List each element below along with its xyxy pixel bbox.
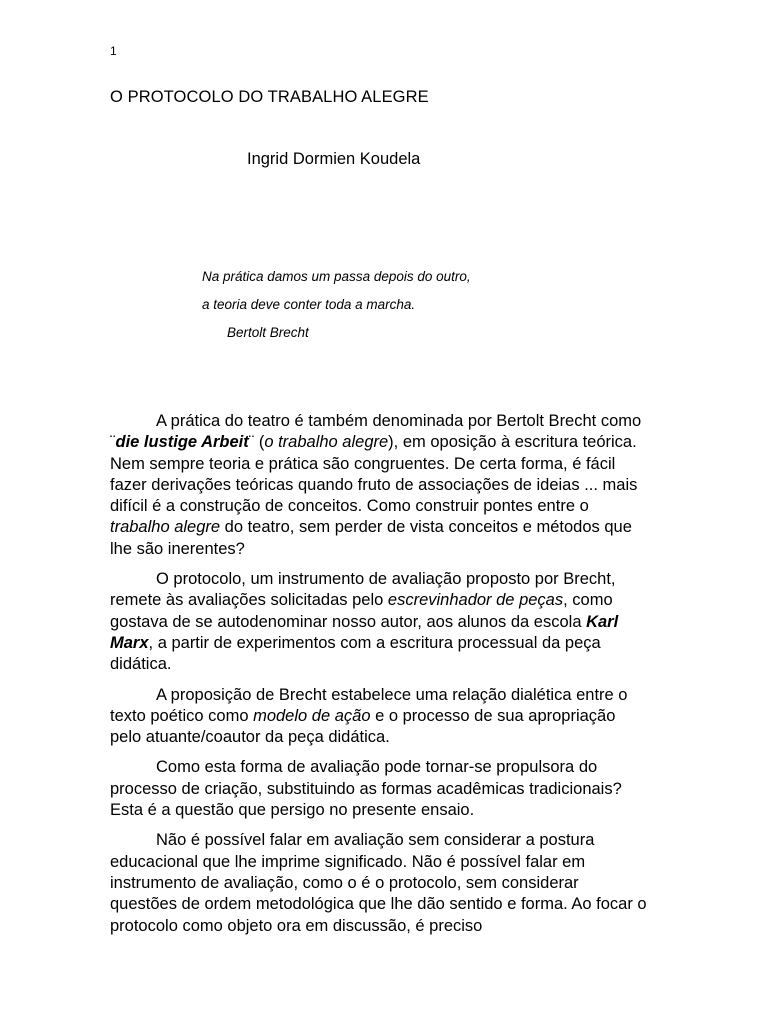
paragraph-5-text: Não é possível falar em avaliação sem considerar a postura educacional que lhe imprime significado. Não é possível falar em instrumento de avaliação, como o é o protocolo, sem considerar questões de ordem metodológica que lhe dão sentido e forma. Ao focar o protocolo como objeto ora em discussão, é preciso <box>110 831 647 935</box>
paragraph-1 <box>110 411 650 560</box>
paragraph-2-bold-term: Karl Marx <box>110 612 619 652</box>
epigraph-attribution: Bertolt Brecht <box>227 325 309 340</box>
paragraph-2-text: , a partir de experimentos com a escritura processual da peça didática. <box>110 633 601 674</box>
epigraph-line-1: Na prática damos um passa depois do outro, <box>202 269 471 284</box>
paragraph-4-text: Como esta forma de avaliação pode tornar-se propulsora do processo de criação, substituindo as formas acadêmicas tradicionais? Esta é a questão que persigo no presente ensaio. <box>110 758 622 820</box>
paragraph-2 <box>110 569 650 675</box>
document-title: O PROTOCOLO DO TRABALHO ALEGRE <box>110 88 429 106</box>
paragraph-1-italic-term: trabalho alegre <box>110 518 221 537</box>
paragraph-2-text: O protocolo, um instrumento de avaliação proposto por Brecht, remete às avaliações solicitadas pelo <box>110 570 616 610</box>
paragraph-1-text: ), em oposição à escritura teórica. Nem sempre teoria e prática são congruentes. De certa forma, é fácil fazer derivações teóricas quando fruto de associações de ideias ... mais difícil é a construção de conceitos. Como construir pontes entre o <box>110 433 638 516</box>
epigraph <box>202 267 471 351</box>
paragraph-1-italic-term: o trabalho alegre <box>264 433 389 452</box>
paragraph-2-italic-term: escrevinhador de peças <box>387 591 564 610</box>
paragraph-3-text: e o processo de sua apropriação pelo atuante/coautor da peça didática. <box>110 706 616 747</box>
paragraph-3-text: A proposição de Brecht estabelece uma relação dialética entre o texto poético como <box>110 685 628 725</box>
paragraph-1-text: do teatro, sem perder de vista conceitos e métodos que lhe são inerentes? <box>110 518 632 558</box>
paragraph-3 <box>110 685 650 749</box>
paragraph-3-italic-term: modelo de ação <box>253 706 371 725</box>
paragraph-1-text: A prática do teatro é também denominada por Bertolt Brecht como ¨ <box>110 412 642 452</box>
paragraph-1-text: ¨ ( <box>248 433 265 452</box>
paragraph-2-text: , como gostava de se autodenominar nosso autor, aos alunos da escola <box>110 591 613 631</box>
page-number: 1 <box>110 44 117 58</box>
paragraph-1-bold-term: die lustige Arbeit <box>115 433 249 452</box>
document-author: Ingrid Dormien Koudela <box>247 150 421 168</box>
body-text <box>110 411 650 946</box>
paragraph-5 <box>110 830 650 936</box>
epigraph-line-2: a teoria deve conter toda a marcha. <box>202 297 416 312</box>
paragraph-4 <box>110 757 650 821</box>
